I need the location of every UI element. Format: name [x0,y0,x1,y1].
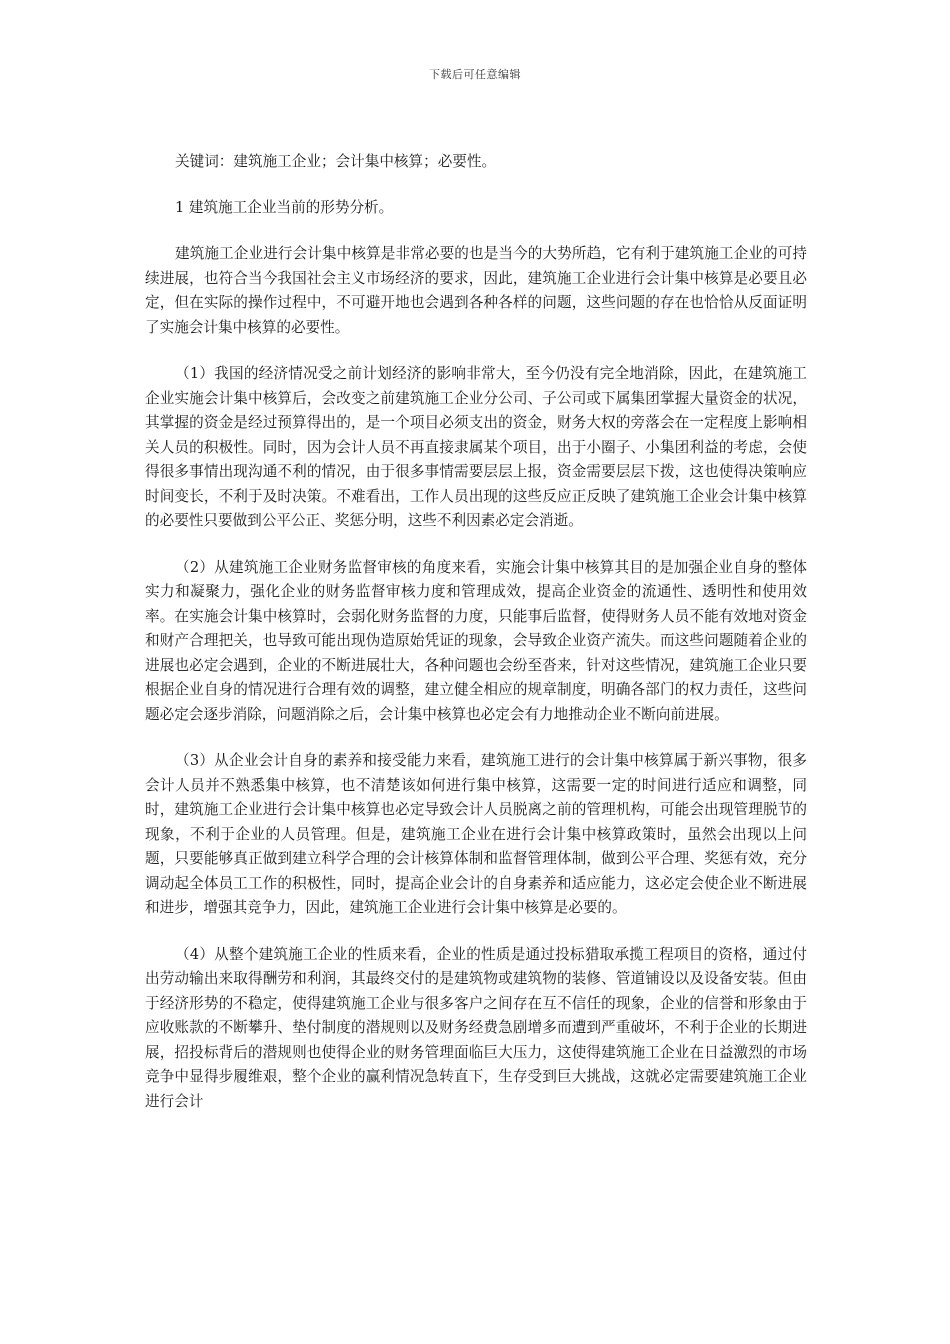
document-body [145,150,807,1114]
page-header: 下载后可任意编辑 [429,68,521,81]
keywords-line: 关键词：建筑施工企业；会计集中核算；必要性。 [175,153,497,170]
paragraph-point-3: （3）从企业会计自身的素养和接受能力来看，建筑施工进行的会计集中核算属于新兴事物，很多会计人员并不熟悉集中核算，也不清楚该如何进行集中核算，这需要一定的时间进行适应和调整，同时，建筑施工企业进行会计集中核算也必定导致会计人员脱离之前的管理机构，可能会出现管理脱节的现象，不利于企业的人员管理。但是，建筑施工企业在进行会计集中核算政策时，虽然会出现以上问题，只要能够真正做到建立科学合理的会计核算体制和监督管理体制，做到公平合理、奖惩有效，充分调动起全体员工工作的积极性，同时，提高企业会计的自身素养和适应能力，这必定会使企业不断进展和进步，增强其竞争力，因此，建筑施工企业进行会计集中核算是必要的。 [145,752,807,916]
paragraph-intro: 建筑施工企业进行会计集中核算是非常必要的也是当今的大势所趋，它有利于建筑施工企业的可持续进展，也符合当今我国社会主义市场经济的要求，因此，建筑施工企业进行会计集中核算是必要且必定，但在实际的操作过程中，不可避开地也会遇到各种各样的问题，这些问题的存在也恰恰从反面证明了实施会计集中核算的必要性。 [145,245,807,336]
paragraph-point-1: （1）我国的经济情况受之前计划经济的影响非常大，至今仍没有完全地消除，因此，在建筑施工企业实施会计集中核算后，会改变之前建筑施工企业分公司、子公司或下属集团掌握大量资金的状况，其掌握的资金是经过预算得出的，是一个项目必须支出的资金，财务大权的旁落会在一定程度上影响相关人员的积极性。同时，因为会计人员不再直接隶属某个项目，出于小圈子、小集团利益的考虑，会使得很多事情出现沟通不利的情况，由于很多事情需要层层上报，资金需要层层下拨，这也使得决策响应时间变长，不利于及时决策。不难看出，工作人员出现的这些反应正反映了建筑施工企业会计集中核算的必要性只要做到公平公正、奖惩分明，这些不利因素必定会消逝。 [145,365,807,529]
section-heading: 1 建筑施工企业当前的形势分析。 [175,199,394,216]
paragraph-point-2: （2）从建筑施工企业财务监督审核的角度来看，实施会计集中核算其目的是加强企业自身的整体实力和凝聚力，强化企业的财务监督审核力度和管理成效，提高企业资金的流通性、透明性和使用效率。在实施会计集中核算时，会弱化财务监督的力度，只能事后监督，使得财务人员不能有效地对资金和财产合理把关，也导致可能出现伪造原始凭证的现象，会导致企业资产流失。而这些问题随着企业的进展也必定会遇到，企业的不断进展壮大，各种问题也会纷至沓来，针对这些情况，建筑施工企业只要根据企业自身的情况进行合理有效的调整，建立健全相应的规章制度，明确各部门的权力责任，这些问题必定会逐步消除，问题消除之后，会计集中核算也必定会有力地推动企业不断向前进展。 [145,558,807,723]
paragraph-point-4: （4）从整个建筑施工企业的性质来看，企业的性质是通过投标猎取承揽工程项目的资格，通过付出劳动输出来取得酬劳和利润，其最终交付的是建筑物或建筑物的装修、管道铺设以及设备安装。但由于经济形势的不稳定，使得建筑施工企业与很多客户之间存在互不信任的现象，企业的信誉和形象由于应收账款的不断攀升、垫付制度的潜规则以及财务经费急剧增多而遭到严重破坏，不利于企业的长期进展，招投标背后的潜规则也使得企业的财务管理面临巨大压力，这使得建筑施工企业在日益激烈的市场竞争中显得步履维艰，整个企业的赢利情况急转直下，生存受到巨大挑战，这就必定需要建筑施工企业进行会计 [145,945,807,1110]
